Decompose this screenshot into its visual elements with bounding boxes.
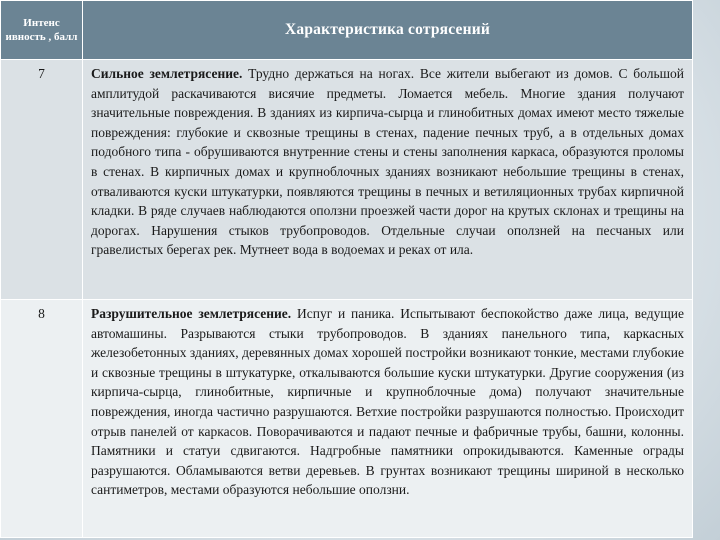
header-intensity: Интенс ивность , балл (1, 1, 83, 60)
earthquake-type: Сильное землетрясение. (91, 66, 243, 81)
table-row (1, 300, 693, 538)
description-text: Трудно держаться на ногах. Все жители выбегают из домов. С большой амплитудой раскачиваются висячие предметы. Ломается мебель. Многие здания получают значительные повреждения. В зданиях из кирпича-сырца и глинобитных домах имеют место тяжелые повреждения: глубокие и сквозные трещины в стенах, падение печных труб, а в отдельных домах подобного типа - обрушиваются внутренние стены и стены заполнения каркаса, образуются проломы в стенах. В кирпичных домах и крупноблочных зданиях возникают небольшие трещины в стенах, отваливаются куски штукатурки, появляются трещины в печных и ветиляционных трубах кирпичной кладки. В ряде случаев наблюдаются оползни проезжей части дорог на крутых склонах и трещины на дорогах. Нарушения стыков трубопроводов. Отдельные случаи оползней на песчаных или гравелистых берегах рек. Мутнеет вода в водоемах и реках от ила. (91, 66, 685, 258)
table-header-row (1, 1, 693, 60)
description-cell (83, 300, 693, 538)
description-cell (83, 60, 693, 300)
earthquake-type: Разрушительное землетрясение. (91, 306, 292, 321)
intensity-value: 7 (1, 60, 83, 300)
header-characteristic: Характеристика сотрясений (83, 1, 693, 60)
description-text: Испуг и паника. Испытывают беспокойство даже лица, ведущие автомашины. Разрываются стыки трубопроводов. В зданиях панельного типа, каркасных железобетонных зданиях, деревянных домах хорошей постройки возникают тонкие, местами глубокие и сквозные трещины в штукатурке, откалываются большие куски штукатурки. Другие сооружения (из кирпича-сырца, глинобитные, кирпичные и крупноблочные дома) получают значительные повреждения, иногда частично разрушаются. Ветхие постройки разрушаются полностью. Происходит отрыв панелей от каркасов. Поворачиваются и падают печные и фабричные трубы, башни, колонны. Памятники и статуи сдвигаются. Надгробные памятники опрокидываются. Каменные ограды разрушаются. Обламываются ветви деревьев. В грунтах возникают трещины шириной в несколько сантиметров, местами образуются небольшие оползни. (91, 306, 684, 498)
table-row (1, 60, 693, 300)
intensity-value: 8 (1, 300, 83, 538)
